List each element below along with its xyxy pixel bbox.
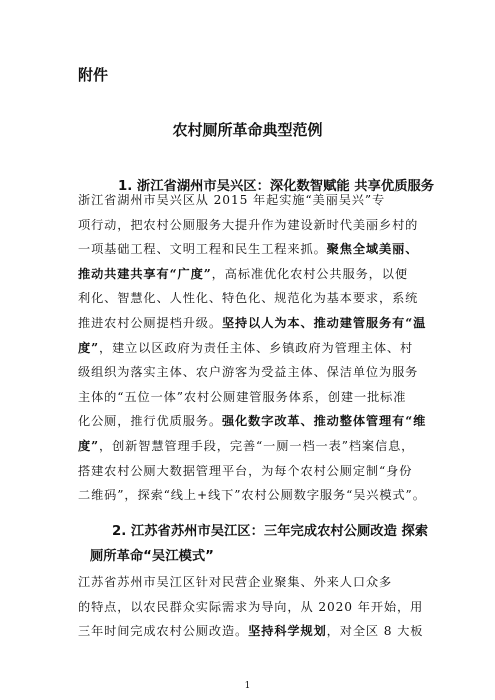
text-run: 浙江省湖州市吴兴区从 2015 年起实施“美丽吴兴”专 xyxy=(78,193,386,207)
text-line xyxy=(78,595,433,620)
emphasized-text: 坚持以人为本、推动建管服务有“温 xyxy=(221,315,427,330)
text-run: ，对全区 8 大板 xyxy=(326,624,424,639)
section2-heading xyxy=(90,519,429,569)
text-line xyxy=(78,483,433,508)
text-run: 级组织为落实主体、农户游客为受益主体、保洁单位为服务 xyxy=(78,365,419,380)
section2-heading-line: 2. 江苏省苏州市吴江区：三年完成农村公厕改造 探索 xyxy=(112,524,429,539)
emphasized-text: 强化数字改革、推动整体管理有“维 xyxy=(221,414,427,429)
text-run: 主体的“五位一体”农村公厕建管服务体系，创建一批标准 xyxy=(78,389,407,404)
section2-paragraph xyxy=(78,570,433,644)
text-run: 一项基础工程、文明工程和民生工程来抓。 xyxy=(78,242,327,257)
section2-heading-line: 厕所革命“吴江模式” xyxy=(90,549,214,564)
emphasized-text: 坚持科学规划 xyxy=(248,624,327,639)
emphasized-text: 聚焦全域美丽、 xyxy=(326,242,419,257)
text-run: ，创新智慧管理手段，完善“一厕一档一表”档案信息， xyxy=(99,438,415,453)
text-line xyxy=(78,188,433,213)
text-run: 推进农村公厕提档升级。 xyxy=(78,315,222,330)
text-line xyxy=(78,570,433,595)
text-run: 搭建农村公厕大数据管理平台，为每个农村公厕定制“身份 xyxy=(78,463,413,478)
text-line xyxy=(78,385,433,410)
text-run: 项行动，把农村公厕服务大提升作为建设新时代美丽乡村的 xyxy=(78,217,419,232)
section1-heading: 1. 浙江省湖州市吴兴区：深化数智赋能 共享优质服务 xyxy=(118,179,435,194)
attachment-label: 附件 xyxy=(78,66,109,84)
text-run: 利化、智慧化、人性化、特色化、规范化为基本要求，系统 xyxy=(78,291,419,306)
text-line xyxy=(78,213,433,238)
text-line xyxy=(78,459,433,484)
section1-paragraph xyxy=(78,188,433,508)
text-line xyxy=(78,336,433,361)
text-run: ，高标准优化农村公共服务，以便 xyxy=(211,266,408,281)
text-line xyxy=(78,409,433,434)
page-number: 1 xyxy=(244,681,251,691)
text-line xyxy=(78,311,433,336)
text-run: 化公厕，推行优质服务。 xyxy=(78,414,222,429)
text-run: 江苏省苏州市吴江区针对民营企业聚集、外来人口众多 xyxy=(78,575,393,589)
text-run: 三年时间完成农村公厕改造。 xyxy=(78,624,249,639)
text-run: 二维码”，探索“线上+线下”农村公厕数字服务“吴兴模式”。 xyxy=(78,488,426,503)
text-line xyxy=(78,360,433,385)
text-line xyxy=(78,237,433,262)
text-line xyxy=(78,619,433,644)
document-title: 农村厕所革命典型范例 xyxy=(172,121,323,139)
text-run: ，建立以区政府为责任主体、乡镇政府为管理主体、村 xyxy=(99,340,414,355)
text-run: 的特点，以农民群众实际需求为导向，从 2020 年开始，用 xyxy=(78,599,424,614)
emphasized-text: 度” xyxy=(78,438,99,453)
text-line xyxy=(78,434,433,459)
text-line xyxy=(78,262,433,287)
emphasized-text: 度” xyxy=(78,340,99,355)
text-line xyxy=(78,286,433,311)
emphasized-text: 推动共建共享有“广度” xyxy=(78,266,212,281)
